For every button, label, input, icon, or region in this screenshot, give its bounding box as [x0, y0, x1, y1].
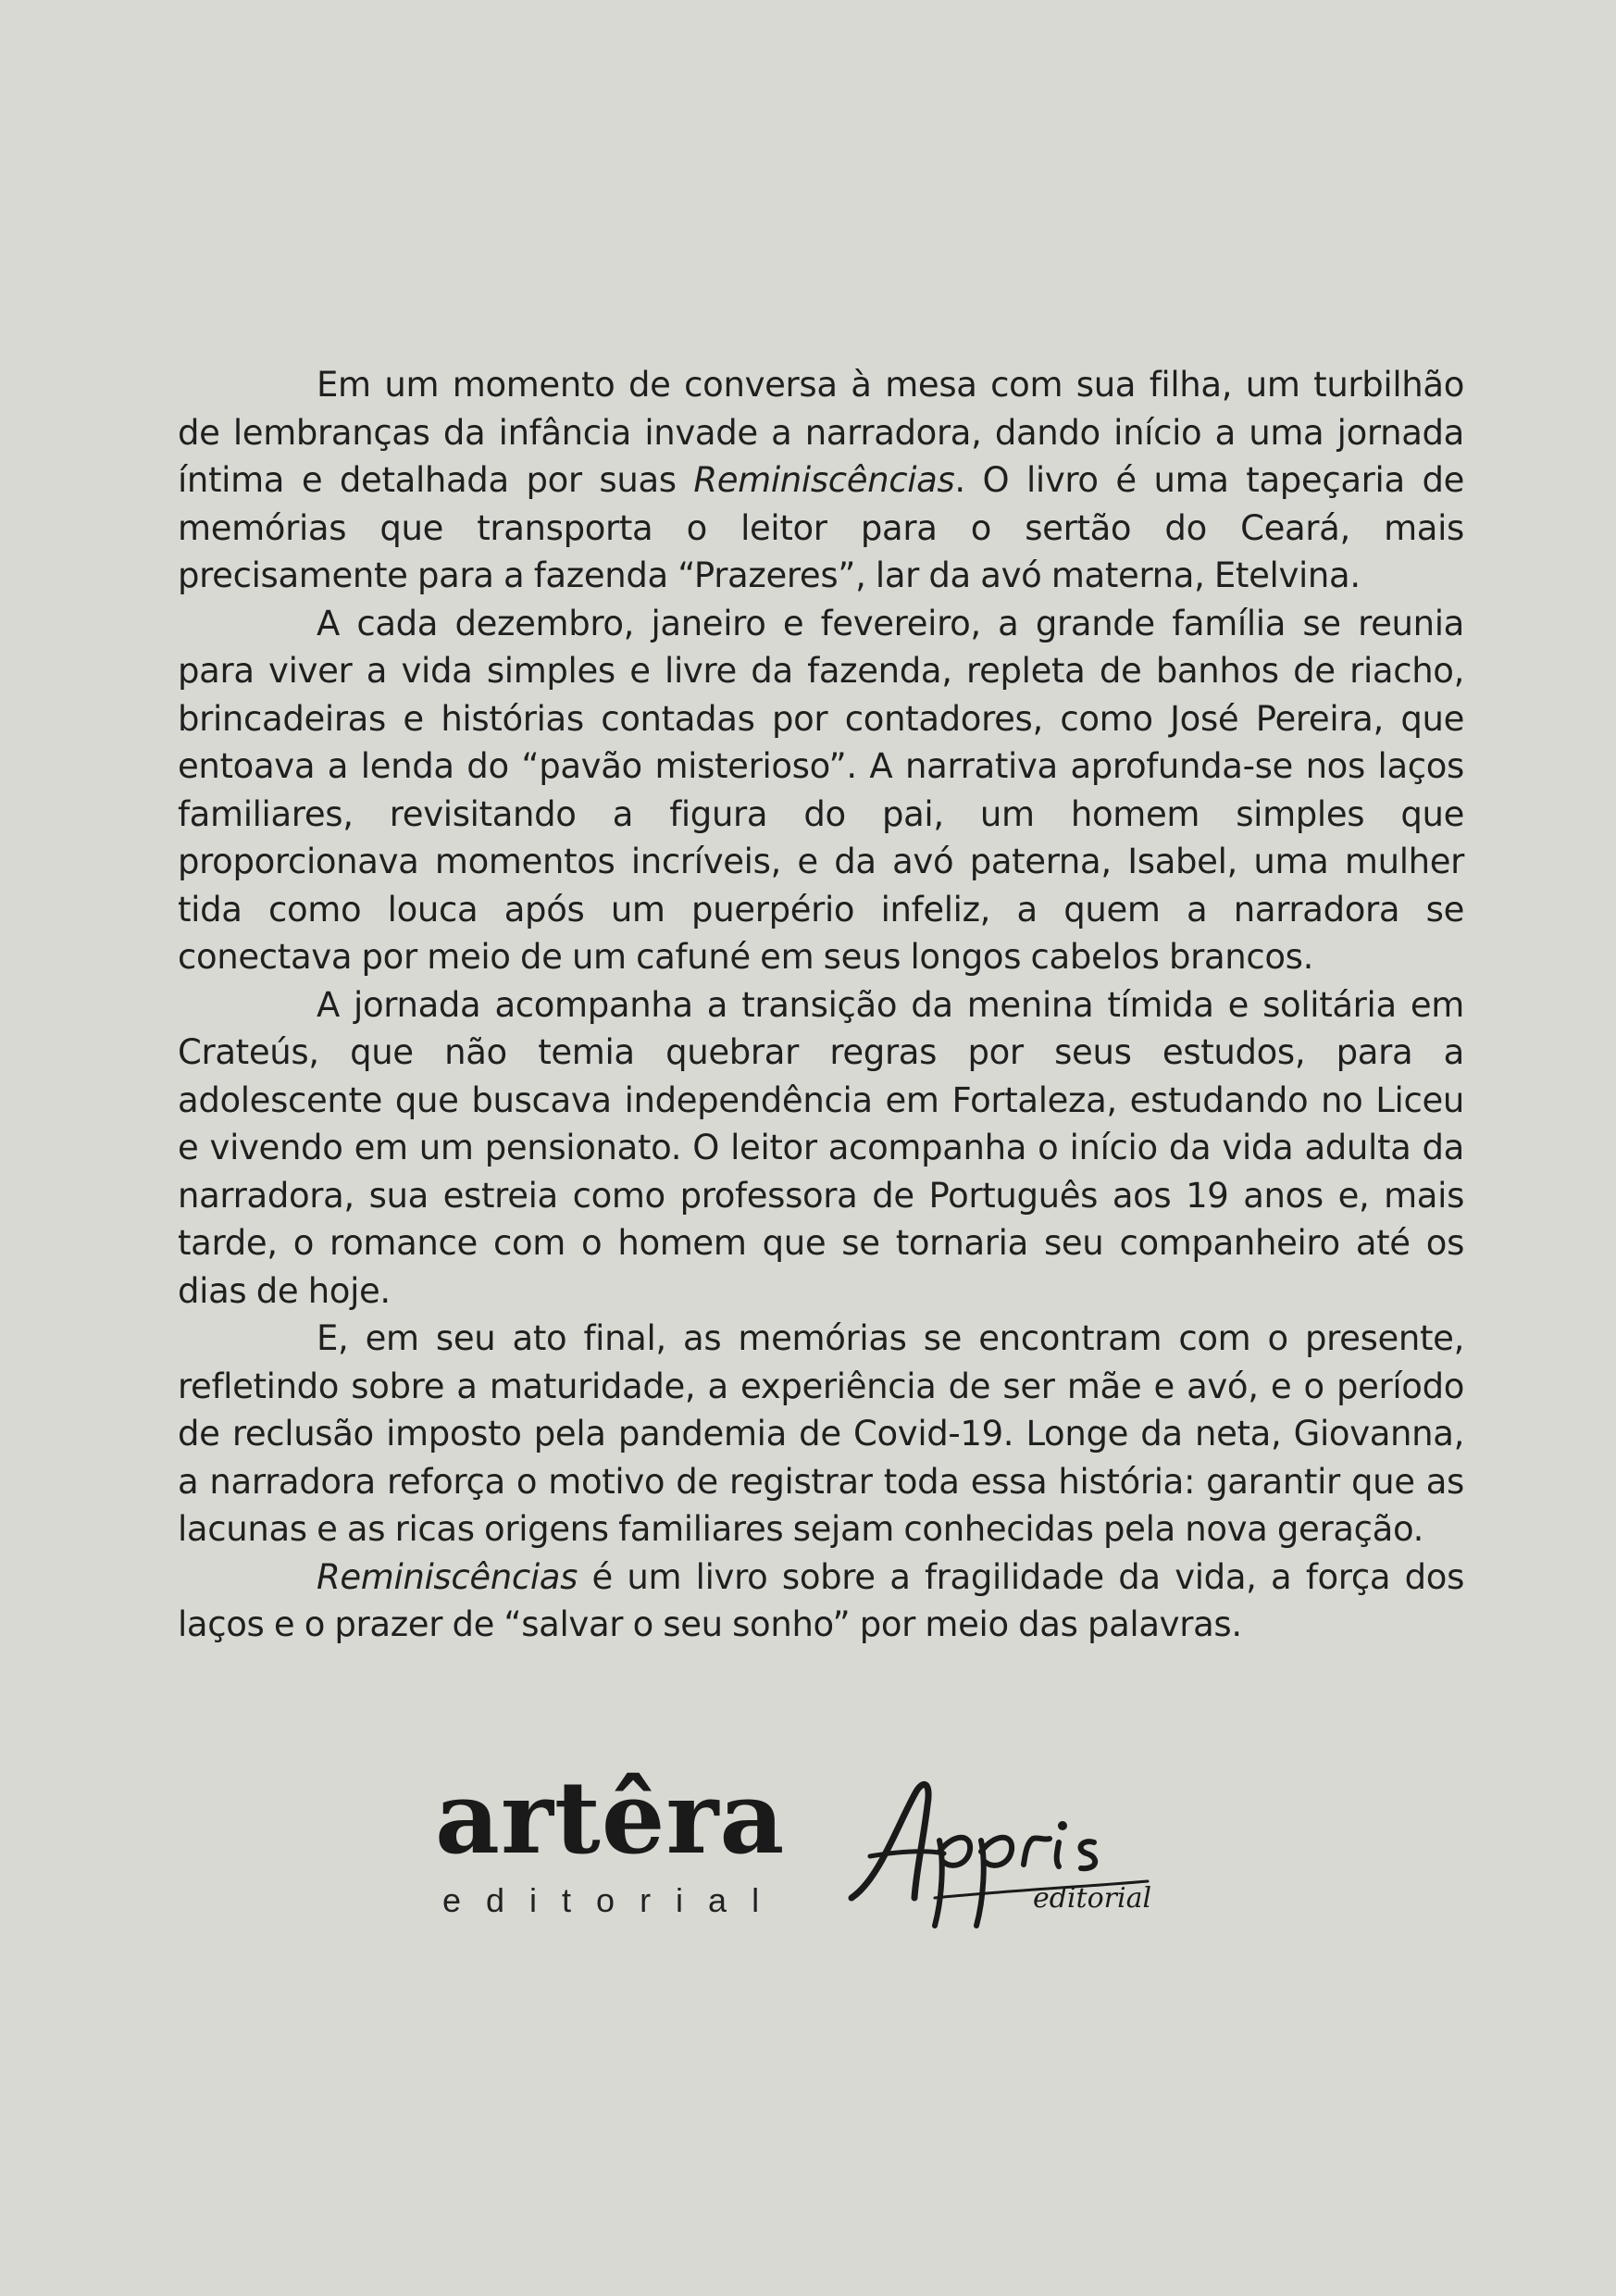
book-title-italic: Reminiscências	[693, 460, 955, 500]
paragraph-3: A jornada acompanha a transição da menina tímida e solitária em Crateús, que não temia quebrar regras por seus estudos, para a adolescente que buscava independência em Fortaleza, estudando no Liceu e vivendo em um pensionato. O leitor acompanha o início da vida adulta da narradora, sua estreia como professora de Português aos 19 anos e, mais tarde, o romance com o homem que se tornaria seu companheiro até os dias de hoje.	[178, 984, 1464, 1311]
paragraph-2: A cada dezembro, janeiro e fevereiro, a grande família se reunia para viver a vida simples e livre da fazenda, repleta de banhos de riacho, brincadeiras e histórias contadas por contadores, como José Pereira, que entoava a lenda do “pavão misterioso”. A narrativa aprofunda-se nos laços familiares, revisitando a figura do pai, um homem simples que proporcionava momentos incríveis, e da avó paterna, Isabel, uma mulher tida como louca após um puerpério infeliz, a quem a narradora se conectava por meio de um cafuné em seus longos cabelos brancos.	[178, 603, 1464, 977]
artera-logo-wordmark: artêra	[435, 1760, 786, 1877]
publisher-logos	[435, 1760, 1175, 1953]
appris-editorial-logo	[842, 1768, 1157, 1935]
appris-logo-subtitle: editorial	[1033, 1882, 1152, 1915]
paragraph-1-end: . O livro é uma tapeçaria de memórias que transporta o leitor para o sertão do Ceará, mais precisamente para a fazenda “Prazeres”, lar da avó materna, Etelvina.	[178, 460, 1465, 595]
paragraph-5-end: é um livro sobre a fragilidade da vida, a força dos laços e o prazer de “salvar o seu sonho” por meio das palavras.	[178, 1556, 1464, 1644]
appris-logo-script	[842, 1768, 1157, 1935]
paragraph-5	[178, 1554, 1464, 1649]
artera-logo-subtitle: editorial	[442, 1881, 785, 1919]
artera-editorial-logo	[435, 1760, 786, 1935]
paragraph-4: E, em seu ato final, as memórias se encontram com o presente, refletindo sobre a maturidade, a experiência de ser mãe e avó, e o período de reclusão imposto pela pandemia de Covid-19. Longe da neta, Giovanna, a narradora reforça o motivo de registrar toda essa história: garantir que as lacunas e as ricas origens familiares sejam conhecidas pela nova geração.	[178, 1318, 1464, 1549]
book-title-italic: Reminiscências	[317, 1556, 578, 1597]
back-cover-synopsis	[178, 361, 1464, 1649]
paragraph-1-start: Em um momento de conversa à mesa com sua filha, um turbilhão de lembranças da infância invade a narradora, dando início a uma jornada íntima e detalhada por suas	[178, 365, 1464, 500]
paragraph-1	[178, 361, 1464, 600]
